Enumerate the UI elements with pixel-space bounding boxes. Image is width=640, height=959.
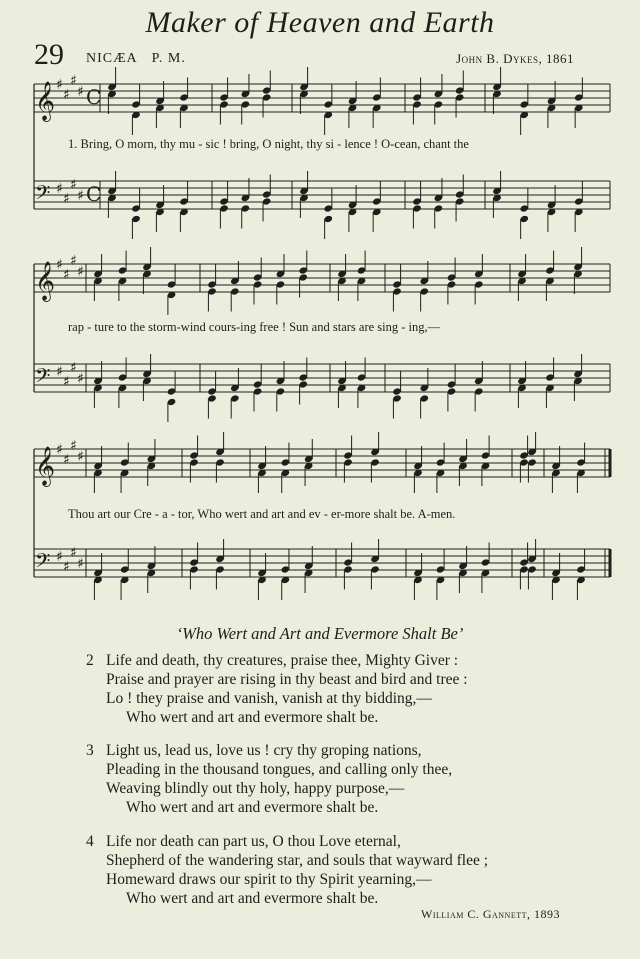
key-sharp-icon: ♯ — [56, 549, 63, 565]
composer: John B. Dykes, 1861 — [456, 51, 574, 66]
key-sharp-icon: ♯ — [56, 442, 63, 458]
hymn-title: Maker of Heaven and Earth — [145, 6, 495, 39]
stanza-line: Shepherd of the wandering star, and souls that wayward flee ; — [106, 852, 489, 869]
key-sharp-icon: ♯ — [56, 257, 63, 273]
key-sharp-icon: ♯ — [56, 364, 63, 380]
key-sharp-icon: ♯ — [63, 452, 70, 468]
hymn-number: 29 — [34, 38, 64, 71]
key-sharp-icon: ♯ — [70, 545, 77, 561]
lyric-line-1: 1. Bring, O morn, thy mu - sic ! bring, O night, thy si - lence ! O-cean, chant the — [68, 137, 469, 151]
key-sharp-icon: ♯ — [63, 191, 70, 207]
key-sharp-icon: ♯ — [63, 87, 70, 103]
stanza-number: 4 — [86, 833, 94, 850]
key-sharp-icon: ♯ — [56, 181, 63, 197]
lyric-line-2: rap - ture to the storm-wind cours-ing free ! Sun and stars are sing - ing,— — [68, 320, 441, 334]
hymn-subtitle: ‘Who Wert and Art and Evermore Shalt Be’ — [176, 624, 464, 643]
key-sharp-icon: ♯ — [70, 438, 77, 454]
key-sharp-icon: ♯ — [56, 77, 63, 93]
stanza-line: Who wert and art and evermore shalt be. — [126, 890, 379, 907]
bass-clef-icon: 𝄢 — [35, 181, 51, 209]
key-sharp-icon: ♯ — [70, 73, 77, 89]
stanza-line: Life nor death can part us, O thou Love eternal, — [106, 833, 401, 850]
stanza-line: Lo ! they praise and vanish, vanish at thy bidding,— — [106, 690, 432, 707]
treble-clef-icon: 𝄞 — [35, 446, 56, 486]
stanza-line: Light us, lead us, love us ! cry thy groping nations, — [106, 742, 422, 759]
key-sharp-icon: ♯ — [63, 559, 70, 575]
bass-clef-icon: 𝄢 — [35, 549, 51, 577]
stanza-number: 2 — [86, 652, 94, 669]
key-sharp-icon: ♯ — [70, 360, 77, 376]
key-sharp-icon: ♯ — [70, 253, 77, 269]
stanza-number: 3 — [86, 742, 94, 759]
stanza-line: Weaving blindly out thy holy, happy purpose,— — [106, 780, 405, 797]
key-sharp-icon: ♯ — [70, 177, 77, 193]
key-sharp-icon: ♯ — [63, 374, 70, 390]
time-signature: C — [86, 85, 102, 109]
stanza-line: Praise and prayer are rising in thy beast and bird and tree : — [106, 671, 468, 688]
treble-clef-icon: 𝄞 — [35, 261, 56, 301]
key-sharp-icon: ♯ — [77, 84, 84, 100]
key-sharp-icon: ♯ — [77, 556, 84, 572]
stanza-line: Pleading in the thousand tongues, and calling only thee, — [106, 761, 453, 778]
key-sharp-icon: ♯ — [77, 449, 84, 465]
key-sharp-icon: ♯ — [77, 371, 84, 387]
key-sharp-icon: ♯ — [77, 188, 84, 204]
tune-name: NICÆA — [86, 51, 138, 66]
time-signature: C — [86, 182, 102, 206]
key-sharp-icon: ♯ — [77, 264, 84, 280]
lyric-line-3: Thou art our Cre - a - tor, Who wert and art and ev - er-more shalt be. A-men. — [68, 507, 456, 521]
key-sharp-icon: ♯ — [63, 267, 70, 283]
stanza-line: Who wert and art and evermore shalt be. — [126, 709, 379, 726]
tune-meter: P. M. — [151, 51, 186, 66]
stanza-line: Who wert and art and evermore shalt be. — [126, 799, 379, 816]
bass-clef-icon: 𝄢 — [35, 364, 51, 392]
treble-clef-icon: 𝄞 — [35, 81, 56, 121]
text-author: William C. Gannett, 1893 — [421, 907, 560, 921]
stanza-line: Life and death, thy creatures, praise thee, Mighty Giver : — [106, 652, 459, 669]
stanza-line: Homeward draws our spirit to thy Spirit yearning,— — [106, 871, 432, 888]
